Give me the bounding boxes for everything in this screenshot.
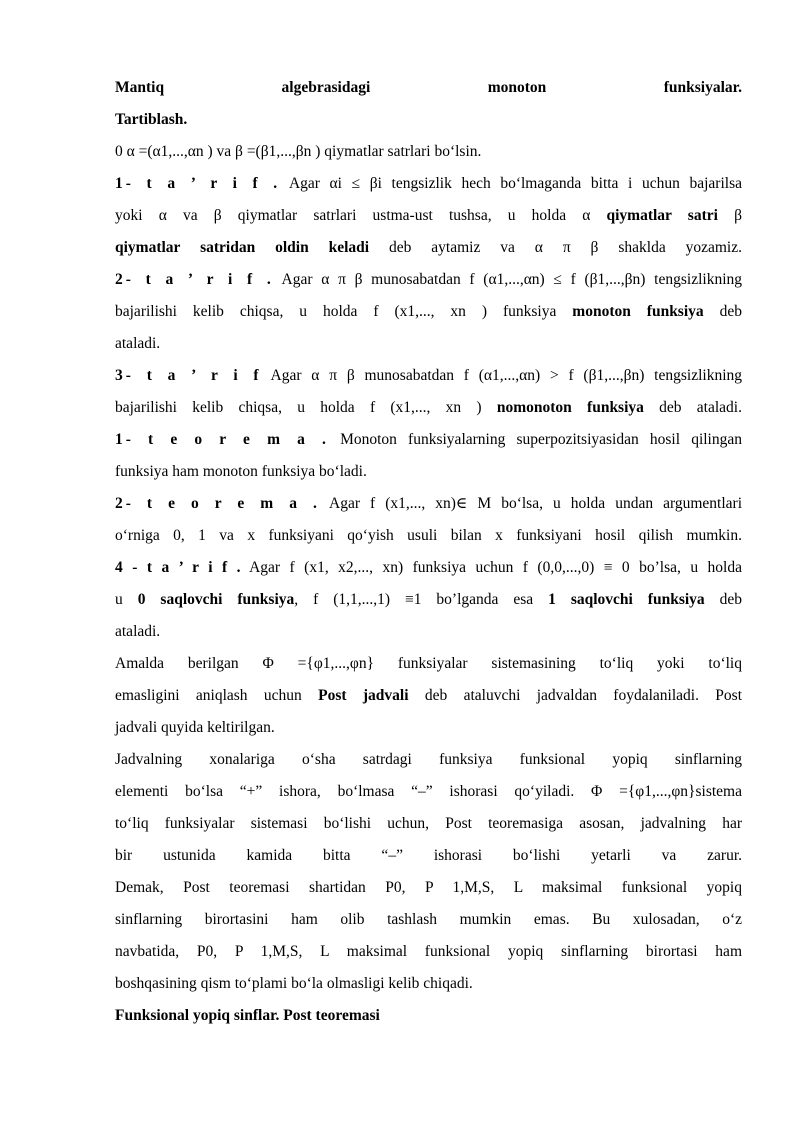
text-line bbox=[115, 558, 742, 578]
text-line bbox=[115, 238, 742, 258]
bold-text: qiymatlar satridan oldin keladi bbox=[115, 239, 370, 256]
bold-text: 1 saqlovchi funksiya bbox=[548, 591, 705, 608]
text-run: 0 α =(α1,...,αn ) va β =(β1,...,βn ) qiymatlar satrlari bo‘lsin. bbox=[115, 143, 482, 160]
text-run: Agar f (x1, x2,..., xn) funksiya uchun f (0,0,...,0) ≡ 0 bo’lsa, u holda bbox=[240, 559, 742, 576]
text-line bbox=[115, 462, 742, 482]
text-line bbox=[115, 398, 742, 418]
bold-text: 2- t e o r e m a . bbox=[115, 495, 320, 512]
text-run: Demak, Post teoremasi shartidan P0, P 1,M,S, L maksimal funksional yopiq bbox=[115, 879, 742, 896]
text-line bbox=[115, 174, 742, 194]
text-run: ataladi. bbox=[115, 335, 161, 352]
bold-text: 2- t a ’ r i f . bbox=[115, 271, 274, 288]
text-line bbox=[115, 366, 742, 386]
text-run: o‘rniga 0, 1 va x funksiyani qo‘yish usuli bilan x funksiyani hosil qilish mumkin. bbox=[115, 527, 742, 544]
text-run: boshqasining qism to‘plami bo‘la olmasligi kelib chiqadi. bbox=[115, 975, 473, 992]
bold-text: monoton funksiya bbox=[572, 303, 704, 320]
bold-text: 4 - t a ’ r i f . bbox=[115, 559, 241, 576]
text-line bbox=[115, 526, 742, 546]
text-line bbox=[115, 814, 742, 834]
text-line bbox=[115, 654, 742, 674]
text-line bbox=[115, 782, 742, 802]
text-line bbox=[115, 750, 742, 770]
text-line bbox=[115, 142, 742, 162]
text-run: Amalda berilgan Φ ={φ1,...,φn} funksiyalar sistemasining to‘liq yoki to‘liq bbox=[115, 655, 742, 672]
text-line bbox=[115, 686, 742, 706]
text-line bbox=[115, 302, 742, 322]
bold-text: 3- t a ’ r i f bbox=[115, 367, 262, 384]
text-run: deb bbox=[704, 591, 743, 608]
text-line bbox=[115, 622, 742, 642]
text-run: navbatida, P0, P 1,M,S, L maksimal funksional yopiq sinflarning birortasi ham bbox=[115, 943, 742, 960]
text-run: deb ataladi. bbox=[643, 399, 742, 416]
text-run: jadvali quyida keltirilgan. bbox=[115, 719, 275, 736]
text-run: deb ataluvchi jadvaldan foydalaniladi. Post bbox=[408, 687, 743, 704]
text-run: deb bbox=[703, 303, 742, 320]
text-line bbox=[115, 206, 742, 226]
text-run: Agar αi ≤ βi tengsizlik hech bo‘lmaganda bitta i uchun bajarilsa bbox=[280, 175, 742, 192]
text-run: bir ustunida kamida bitta “–” ishorasi bo‘lishi yetarli va zarur. bbox=[115, 847, 742, 864]
text-run: to‘liq funksiyalar sistemasi bo‘lishi uchun, Post teoremasiga asosan, jadvalning har bbox=[115, 815, 742, 832]
text-run: , f (1,1,...,1) ≡1 bo’lganda esa bbox=[294, 591, 549, 608]
bold-text: 0 saqlovchi funksiya bbox=[137, 591, 295, 608]
bold-text: Post jadvali bbox=[318, 687, 409, 704]
text-run: ataladi. bbox=[115, 623, 161, 640]
text-line bbox=[115, 334, 742, 354]
text-run: β bbox=[717, 207, 742, 224]
text-run: deb aytamiz va α π β shaklda yozamiz. bbox=[369, 239, 742, 256]
text-line bbox=[115, 590, 742, 610]
text-run: Jadvalning xonalariga o‘sha satrdagi funksiya funksional yopiq sinflarning bbox=[115, 751, 742, 768]
text-run: bajarilishi kelib chiqsa, u holda f (x1,..., xn ) funksiya bbox=[115, 303, 573, 320]
text-run: Monoton funksiyalarning superpozitsiyasidan hosil qilingan bbox=[328, 431, 742, 448]
text-line bbox=[115, 718, 742, 738]
text-line bbox=[115, 270, 742, 290]
bold-text: Funksional yopiq sinflar. Post teoremasi bbox=[115, 1007, 380, 1024]
text-line bbox=[115, 110, 742, 130]
text-line bbox=[115, 846, 742, 866]
text-line bbox=[115, 878, 742, 898]
text-run: funksiya ham monoton funksiya bo‘ladi. bbox=[115, 463, 367, 480]
bold-text: qiymatlar satri bbox=[606, 207, 718, 224]
text-run: Agar α π β munosabatdan f (α1,...,αn) > f (β1,...,βn) tengsizlikning bbox=[261, 367, 743, 384]
bold-text: 1- t a ’ r i f . bbox=[115, 175, 281, 192]
text-run: u bbox=[115, 591, 138, 608]
text-run: bajarilishi kelib chiqsa, u holda f (x1,..., xn ) bbox=[115, 399, 497, 416]
bold-text: 1- t e o r e m a . bbox=[115, 431, 329, 448]
text-line bbox=[115, 78, 742, 98]
text-line bbox=[115, 430, 742, 450]
text-run: emasligini aniqlash uchun bbox=[115, 687, 319, 704]
text-line bbox=[115, 1006, 742, 1026]
text-run: elementi bo‘lsa “+” ishora, bo‘lmasa “–” ishorasi qo‘yiladi. Φ ={φ1,...,φn}sistema bbox=[115, 783, 742, 800]
text-line bbox=[115, 942, 742, 962]
text-line bbox=[115, 910, 742, 930]
text-run: Agar f (x1,..., xn)∈ M bo‘lsa, u holda undan argumentlari bbox=[319, 495, 742, 512]
text-run: sinflarning birortasini ham olib tashlash mumkin emas. Bu xulosadan, o‘z bbox=[115, 911, 742, 928]
text-line bbox=[115, 974, 742, 994]
bold-text: nomonoton funksiya bbox=[496, 399, 644, 416]
text-run: Agar α π β munosabatdan f (α1,...,αn) ≤ f (β1,...,βn) tengsizlikning bbox=[273, 271, 742, 288]
text-run: yoki α va β qiymatlar satrlari ustma-ust tushsa, u holda α bbox=[115, 207, 607, 224]
bold-text: Tartiblash. bbox=[115, 111, 188, 128]
text-line bbox=[115, 494, 742, 514]
bold-text: Mantiq algebrasidagi monoton funksiyalar. bbox=[115, 79, 742, 96]
